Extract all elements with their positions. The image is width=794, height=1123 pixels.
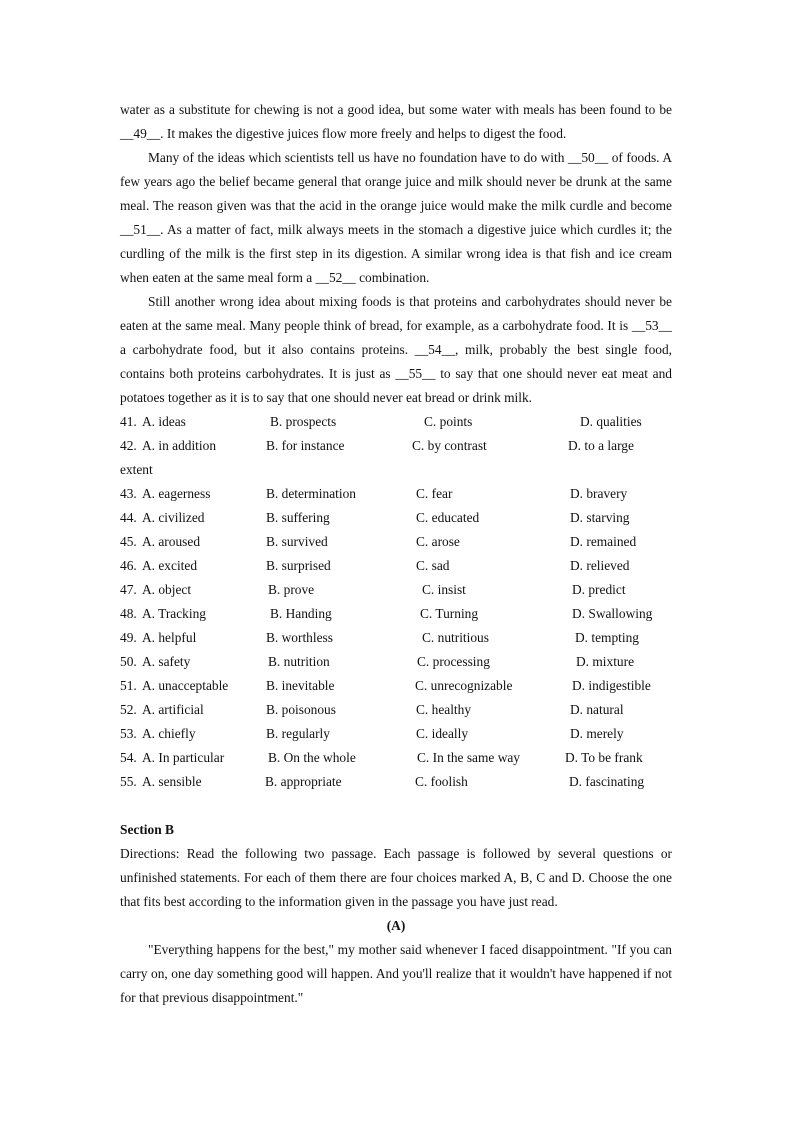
question-number: 53.	[120, 726, 137, 741]
option-b: B. On the whole	[268, 750, 356, 765]
option-row	[120, 674, 680, 698]
option-row	[120, 698, 680, 722]
passage-paragraph-2: Many of the ideas which scientists tell us have no foundation have to do with __50__ of foods. A few years ago the belief became general that orange juice and milk should never be drunk at the same meal. The reason given was that the acid in the orange juice would make the milk curdle and become __51__. As a matter of fact, milk always meets in the stomach a digestive juice which curdles it; the curdling of the milk is the first step in its digestion. A similar wrong idea is that fish and ice cream when eaten at the same meal form a __52__ combination.	[120, 150, 672, 285]
option-c: C. educated	[416, 510, 480, 525]
option-d: D. indigestible	[572, 678, 651, 693]
option-b: B. prove	[268, 582, 315, 597]
section-b-title: Section B	[120, 822, 174, 837]
option-d: D. merely	[570, 726, 624, 741]
question-number: 48.	[120, 606, 137, 621]
option-c: C. ideally	[416, 726, 469, 741]
option-b: B. nutrition	[268, 654, 330, 669]
option-c: C. nutritious	[422, 630, 489, 645]
question-number: 55.	[120, 774, 137, 789]
option-a: A. ideas	[142, 414, 186, 429]
option-c: C. arose	[416, 534, 460, 549]
question-number: 41.	[120, 414, 137, 429]
option-c: C. Turning	[420, 606, 479, 621]
option-d: D. qualities	[580, 414, 642, 429]
question-number: 49.	[120, 630, 137, 645]
answer-options-list	[120, 410, 680, 794]
option-row	[120, 770, 680, 794]
option-d: D. to a large	[568, 438, 634, 453]
option-a: A. safety	[142, 654, 191, 669]
option-a: A. in addition	[142, 438, 217, 453]
option-b: B. suffering	[266, 510, 330, 525]
option-d: D. starving	[570, 510, 630, 525]
option-a: A. In particular	[142, 750, 225, 765]
option-d: D. relieved	[570, 558, 630, 573]
option-row	[120, 530, 680, 554]
passage-paragraph-3: Still another wrong idea about mixing foods is that proteins and carbohydrates should never be eaten at the same meal. Many people think of bread, for example, as a carbohydrate food. It is __53__ a carbohydrate food, but it also contains proteins. __54__, milk, probably the best single food, contains both proteins carbohydrates. It is just as __55__ to say that one should never eat meat and potatoes together as it is to say that one should never eat bread or drink milk.	[120, 294, 672, 405]
option-row	[120, 578, 680, 602]
option-d: D. natural	[570, 702, 624, 717]
question-number: 54.	[120, 750, 137, 765]
option-a: A. chiefly	[142, 726, 196, 741]
option-row	[120, 626, 680, 650]
option-c: C. insist	[422, 582, 466, 597]
option-c: C. by contrast	[412, 438, 487, 453]
question-number: 51.	[120, 678, 137, 693]
option-row	[120, 746, 680, 770]
option-d: D. Swallowing	[572, 606, 653, 621]
option-row	[120, 410, 680, 434]
option-row	[120, 602, 680, 626]
option-c: C. points	[424, 414, 473, 429]
option-c: C. In the same way	[417, 750, 521, 765]
option-row	[120, 506, 680, 530]
option-a: A. unacceptable	[142, 678, 229, 693]
option-c: C. sad	[416, 558, 450, 573]
passage-a-label: (A)	[386, 918, 406, 933]
question-number: 43.	[120, 486, 137, 501]
option-b: B. for instance	[266, 438, 345, 453]
option-row	[120, 482, 680, 506]
option-b: B. poisonous	[266, 702, 336, 717]
option-b: B. appropriate	[265, 774, 342, 789]
option-b: B. regularly	[266, 726, 330, 741]
question-number: 52.	[120, 702, 137, 717]
option-row	[120, 650, 680, 674]
option-c: C. processing	[417, 654, 490, 669]
option-d: D. To be frank	[565, 750, 643, 765]
option-row	[120, 434, 680, 458]
option-b: B. determination	[266, 486, 356, 501]
option-c: C. foolish	[415, 774, 468, 789]
option-a: A. civilized	[142, 510, 205, 525]
option-b: B. Handing	[270, 606, 332, 621]
option-a: A. helpful	[142, 630, 197, 645]
option-a: A. artificial	[142, 702, 204, 717]
question-number: 50.	[120, 654, 137, 669]
option-a: A. excited	[142, 558, 198, 573]
question-number: 42.	[120, 438, 137, 453]
option-c: C. fear	[416, 486, 453, 501]
section-b-directions: Directions: Read the following two passage. Each passage is followed by several questions or unfinished statements. For each of them there are four choices marked A, B, C and D. Choose the one that fits best according to the information given in the passage you have just read.	[120, 846, 672, 909]
option-b: B. worthless	[266, 630, 333, 645]
option-d: D. mixture	[576, 654, 635, 669]
option-b: B. survived	[266, 534, 328, 549]
option-d: D. predict	[572, 582, 626, 597]
question-number: 44.	[120, 510, 137, 525]
option-b: B. prospects	[270, 414, 337, 429]
option-row-continuation	[120, 458, 680, 482]
question-number: 47.	[120, 582, 137, 597]
option-b: B. surprised	[266, 558, 331, 573]
option-d: D. fascinating	[569, 774, 645, 789]
option-d: D. remained	[570, 534, 637, 549]
option-a: A. Tracking	[142, 606, 206, 621]
option-row	[120, 554, 680, 578]
option-c: C. unrecognizable	[415, 678, 513, 693]
option-a: A. eagerness	[142, 486, 211, 501]
option-row	[120, 722, 680, 746]
question-number: 45.	[120, 534, 137, 549]
option-d: D. tempting	[575, 630, 639, 645]
option-a: A. object	[142, 582, 192, 597]
option-d-continuation: extent	[120, 462, 153, 477]
option-b: B. inevitable	[266, 678, 335, 693]
option-a: A. aroused	[142, 534, 201, 549]
option-c: C. healthy	[416, 702, 472, 717]
passage-paragraph-1: water as a substitute for chewing is not a good idea, but some water with meals has been found to be __49__. It makes the digestive juices flow more freely and helps to digest the food.	[120, 102, 672, 141]
question-number: 46.	[120, 558, 137, 573]
passage-a-text: "Everything happens for the best," my mother said whenever I faced disappointment. "If you can carry on, one day something good will happen. And you'll realize that it wouldn't have happened if not for that previous disappointment."	[120, 942, 672, 1005]
option-a: A. sensible	[142, 774, 202, 789]
option-d: D. bravery	[570, 486, 628, 501]
